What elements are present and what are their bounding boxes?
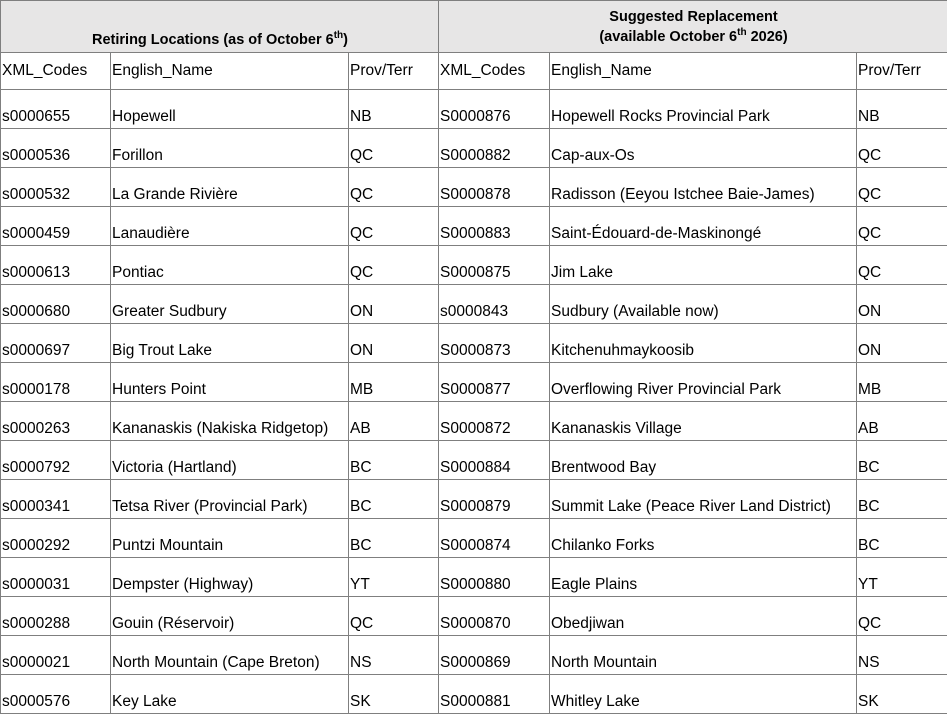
- cell-replacement-english-name: Obedjiwan: [550, 597, 857, 636]
- cell-replacement-english-name: Kitchenuhmaykoosib: [550, 324, 857, 363]
- cell-replacement-prov-terr: NS: [857, 636, 947, 675]
- cell-replacement-prov-terr: ON: [857, 324, 947, 363]
- cell-prov-terr: QC: [349, 597, 439, 636]
- cell-xml-code: s0000341: [1, 480, 111, 519]
- column-header-english-name: English_Name: [111, 53, 349, 90]
- cell-replacement-english-name: Overflowing River Provincial Park: [550, 363, 857, 402]
- table-row: [1, 246, 947, 285]
- cell-prov-terr: QC: [349, 207, 439, 246]
- cell-replacement-prov-terr: YT: [857, 558, 947, 597]
- cell-replacement-xml-code: S0000873: [439, 324, 550, 363]
- cell-replacement-xml-code: S0000884: [439, 441, 550, 480]
- cell-english-name: Tetsa River (Provincial Park): [111, 480, 349, 519]
- cell-prov-terr: BC: [349, 441, 439, 480]
- table-row: [1, 558, 947, 597]
- cell-english-name: Big Trout Lake: [111, 324, 349, 363]
- cell-xml-code: s0000292: [1, 519, 111, 558]
- cell-replacement-xml-code: S0000878: [439, 168, 550, 207]
- cell-xml-code: s0000576: [1, 675, 111, 714]
- cell-replacement-xml-code: S0000879: [439, 480, 550, 519]
- replacement-availability-prefix: (available October 6: [599, 29, 737, 45]
- cell-prov-terr: QC: [349, 246, 439, 285]
- cell-replacement-english-name: Radisson (Eeyou Istchee Baie-James): [550, 168, 857, 207]
- cell-english-name: Greater Sudbury: [111, 285, 349, 324]
- cell-english-name: Kananaskis (Nakiska Ridgetop): [111, 402, 349, 441]
- cell-prov-terr: QC: [349, 129, 439, 168]
- cell-english-name: Victoria (Hartland): [111, 441, 349, 480]
- cell-prov-terr: AB: [349, 402, 439, 441]
- replacement-availability-suffix: 2026): [747, 29, 788, 45]
- cell-replacement-prov-terr: AB: [857, 402, 947, 441]
- cell-replacement-xml-code: s0000843: [439, 285, 550, 324]
- cell-prov-terr: ON: [349, 285, 439, 324]
- cell-replacement-english-name: Summit Lake (Peace River Land District): [550, 480, 857, 519]
- cell-english-name: Pontiac: [111, 246, 349, 285]
- cell-replacement-english-name: Hopewell Rocks Provincial Park: [550, 90, 857, 129]
- suggested-replacement-header: [439, 1, 947, 53]
- retiring-locations-header: [1, 1, 439, 53]
- table-row: [1, 363, 947, 402]
- cell-replacement-prov-terr: QC: [857, 129, 947, 168]
- cell-replacement-prov-terr: SK: [857, 675, 947, 714]
- cell-replacement-xml-code: S0000880: [439, 558, 550, 597]
- cell-replacement-xml-code: S0000877: [439, 363, 550, 402]
- cell-replacement-prov-terr: BC: [857, 519, 947, 558]
- cell-replacement-english-name: Sudbury (Available now): [550, 285, 857, 324]
- cell-english-name: Dempster (Highway): [111, 558, 349, 597]
- cell-prov-terr: QC: [349, 168, 439, 207]
- replacement-availability-sup: th: [737, 27, 746, 38]
- cell-replacement-english-name: Saint-Édouard-de-Maskinongé: [550, 207, 857, 246]
- cell-replacement-xml-code: S0000869: [439, 636, 550, 675]
- cell-xml-code: s0000792: [1, 441, 111, 480]
- cell-replacement-english-name: North Mountain: [550, 636, 857, 675]
- cell-replacement-prov-terr: MB: [857, 363, 947, 402]
- cell-replacement-english-name: Eagle Plains: [550, 558, 857, 597]
- table-row: [1, 636, 947, 675]
- cell-xml-code: s0000613: [1, 246, 111, 285]
- column-header-replacement-prov-terr: Prov/Terr: [857, 53, 947, 90]
- retiring-sup: th: [334, 30, 343, 41]
- cell-english-name: Hunters Point: [111, 363, 349, 402]
- cell-xml-code: s0000680: [1, 285, 111, 324]
- cell-replacement-prov-terr: BC: [857, 480, 947, 519]
- retiring-label: Retiring Locations (as of October 6: [92, 32, 334, 48]
- cell-prov-terr: ON: [349, 324, 439, 363]
- cell-xml-code: s0000536: [1, 129, 111, 168]
- cell-xml-code: s0000021: [1, 636, 111, 675]
- cell-english-name: La Grande Rivière: [111, 168, 349, 207]
- table-row: [1, 441, 947, 480]
- table-row: [1, 675, 947, 714]
- table-row: [1, 168, 947, 207]
- table-body: [1, 90, 947, 714]
- cell-replacement-prov-terr: NB: [857, 90, 947, 129]
- table-row: [1, 129, 947, 168]
- cell-xml-code: s0000655: [1, 90, 111, 129]
- cell-xml-code: s0000178: [1, 363, 111, 402]
- cell-replacement-english-name: Jim Lake: [550, 246, 857, 285]
- cell-replacement-prov-terr: BC: [857, 441, 947, 480]
- cell-prov-terr: BC: [349, 519, 439, 558]
- table-row: [1, 519, 947, 558]
- cell-xml-code: s0000697: [1, 324, 111, 363]
- cell-replacement-xml-code: S0000874: [439, 519, 550, 558]
- cell-replacement-prov-terr: QC: [857, 597, 947, 636]
- cell-english-name: Hopewell: [111, 90, 349, 129]
- cell-english-name: Lanaudière: [111, 207, 349, 246]
- cell-english-name: Puntzi Mountain: [111, 519, 349, 558]
- column-header-replacement-xml-codes: XML_Codes: [439, 53, 550, 90]
- cell-english-name: Key Lake: [111, 675, 349, 714]
- cell-english-name: North Mountain (Cape Breton): [111, 636, 349, 675]
- cell-prov-terr: SK: [349, 675, 439, 714]
- cell-replacement-xml-code: S0000883: [439, 207, 550, 246]
- cell-replacement-prov-terr: QC: [857, 207, 947, 246]
- cell-xml-code: s0000288: [1, 597, 111, 636]
- cell-replacement-xml-code: S0000882: [439, 129, 550, 168]
- table-row: [1, 402, 947, 441]
- group-header-row: [1, 1, 947, 53]
- cell-replacement-xml-code: S0000872: [439, 402, 550, 441]
- cell-replacement-xml-code: S0000875: [439, 246, 550, 285]
- cell-replacement-english-name: Cap-aux-Os: [550, 129, 857, 168]
- cell-xml-code: s0000532: [1, 168, 111, 207]
- table-row: [1, 324, 947, 363]
- column-header-replacement-english-name: English_Name: [550, 53, 857, 90]
- column-header-prov-terr: Prov/Terr: [349, 53, 439, 90]
- replacement-title: Suggested Replacement: [609, 9, 777, 25]
- cell-replacement-prov-terr: QC: [857, 168, 947, 207]
- cell-replacement-english-name: Whitley Lake: [550, 675, 857, 714]
- table-row: [1, 285, 947, 324]
- cell-prov-terr: MB: [349, 363, 439, 402]
- cell-replacement-xml-code: S0000870: [439, 597, 550, 636]
- cell-xml-code: s0000031: [1, 558, 111, 597]
- cell-replacement-english-name: Chilanko Forks: [550, 519, 857, 558]
- cell-prov-terr: BC: [349, 480, 439, 519]
- column-header-row: [1, 53, 947, 90]
- cell-prov-terr: NS: [349, 636, 439, 675]
- cell-xml-code: s0000263: [1, 402, 111, 441]
- column-header-xml-codes: XML_Codes: [1, 53, 111, 90]
- cell-prov-terr: NB: [349, 90, 439, 129]
- table-row: [1, 480, 947, 519]
- cell-english-name: Gouin (Réservoir): [111, 597, 349, 636]
- table-row: [1, 207, 947, 246]
- cell-replacement-xml-code: S0000881: [439, 675, 550, 714]
- cell-replacement-prov-terr: ON: [857, 285, 947, 324]
- cell-replacement-prov-terr: QC: [857, 246, 947, 285]
- cell-english-name: Forillon: [111, 129, 349, 168]
- cell-replacement-english-name: Brentwood Bay: [550, 441, 857, 480]
- cell-replacement-xml-code: S0000876: [439, 90, 550, 129]
- cell-prov-terr: YT: [349, 558, 439, 597]
- retiring-suffix: ): [343, 32, 348, 48]
- cell-replacement-english-name: Kananaskis Village: [550, 402, 857, 441]
- table-row: [1, 597, 947, 636]
- cell-xml-code: s0000459: [1, 207, 111, 246]
- table-row: [1, 90, 947, 129]
